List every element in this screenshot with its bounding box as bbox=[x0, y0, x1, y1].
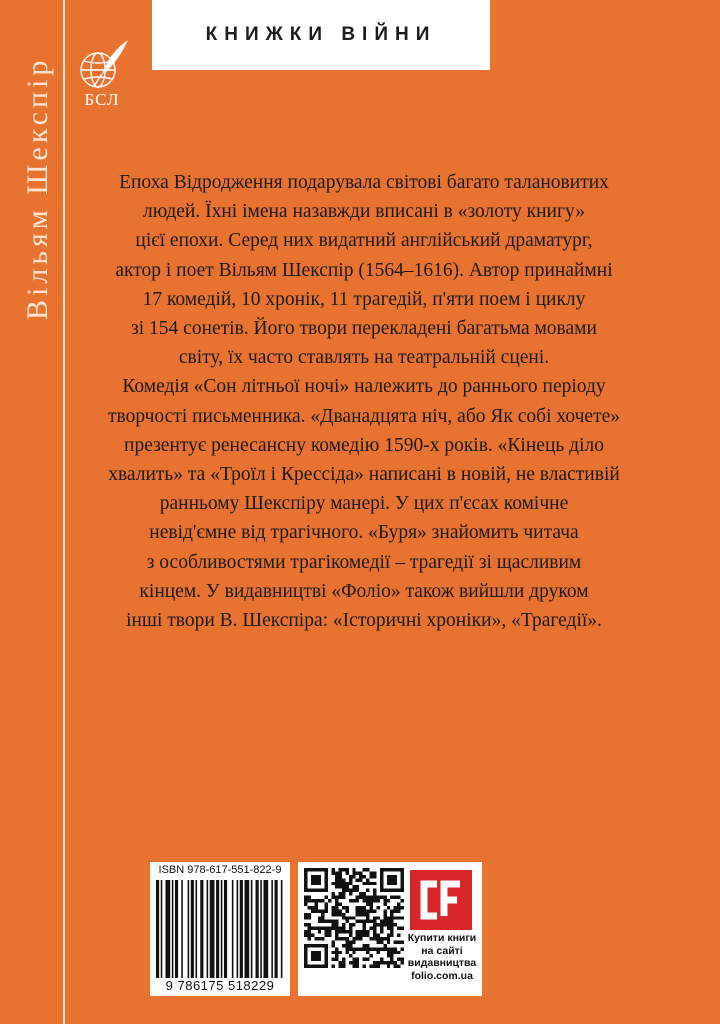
description-line: людей. Їхні імена назавжди вписані в «золоту книгу» bbox=[143, 201, 585, 223]
publisher-block bbox=[298, 862, 482, 996]
folio-line-3: видавництва bbox=[407, 957, 477, 969]
folio-shop-text bbox=[402, 932, 482, 982]
description-line: актор і поет Вільям Шекспір (1564–1616). Автор принаймні bbox=[115, 259, 613, 281]
description-line: з особливостями трагікомедії – трагедії зі щасливим bbox=[146, 551, 582, 573]
series-title: КНИЖКИ ВІЙНИ bbox=[205, 24, 437, 45]
qr-code-icon[interactable] bbox=[304, 868, 404, 968]
book-description bbox=[104, 168, 624, 635]
spine-divider bbox=[63, 0, 65, 1024]
description-line: Комедія «Сон літньої ночі» належить до раннього періоду bbox=[122, 376, 606, 398]
description-line: зі 154 сонетів. Його твори перекладені багатьма мовами bbox=[131, 318, 597, 340]
description-line: ранньому Шекспіру манері. У цих п'єсах комічне bbox=[159, 493, 569, 515]
publisher-logo-text: БСЛ bbox=[84, 90, 120, 109]
description-line: інші твори В. Шекспіра: «Історичні хроніки», «Трагедії». bbox=[126, 610, 602, 632]
description-line: презентує ренесансну комедію 1590-х років. «Кінець діло bbox=[124, 434, 604, 456]
description-line: хвалить» та «Троїл і Крессіда» написані в новій, не властивій bbox=[108, 464, 620, 486]
folio-url[interactable]: folio.com.ua bbox=[411, 969, 473, 982]
spine-author: Вільям Шекспір bbox=[21, 56, 54, 320]
description-line: цієї епохи. Серед них видатний англійський драматург, bbox=[135, 230, 593, 252]
description-line: 17 комедій, 10 хронік, 11 трагедій, п'яти поем і циклу bbox=[142, 288, 586, 310]
folio-line-2: на сайті bbox=[421, 944, 463, 957]
description-line: творчості письменника. «Дванадцята ніч, або Як собі хочете» bbox=[107, 405, 621, 427]
cf-logo-icon bbox=[410, 870, 472, 930]
description-line: Епоха Відродження подарувала світові багато талановитих bbox=[119, 172, 609, 193]
folio-line-1: Купити книги bbox=[407, 932, 477, 944]
series-banner bbox=[152, 0, 490, 70]
isbn-label: ISBN 978-617-551-822-9 bbox=[158, 864, 282, 876]
description-line: невід'ємне від трагічного. «Буря» знайомить читача bbox=[149, 522, 579, 544]
description-line: світу, їх часто ставлять на театральній сцені. bbox=[178, 347, 550, 369]
barcode-icon bbox=[156, 880, 284, 978]
description-line: кінцем. У видавництві «Фоліо» також вийшли друком bbox=[139, 580, 589, 602]
isbn-block bbox=[150, 862, 290, 996]
barcode-digits: 9 786175 518229 bbox=[165, 978, 275, 993]
